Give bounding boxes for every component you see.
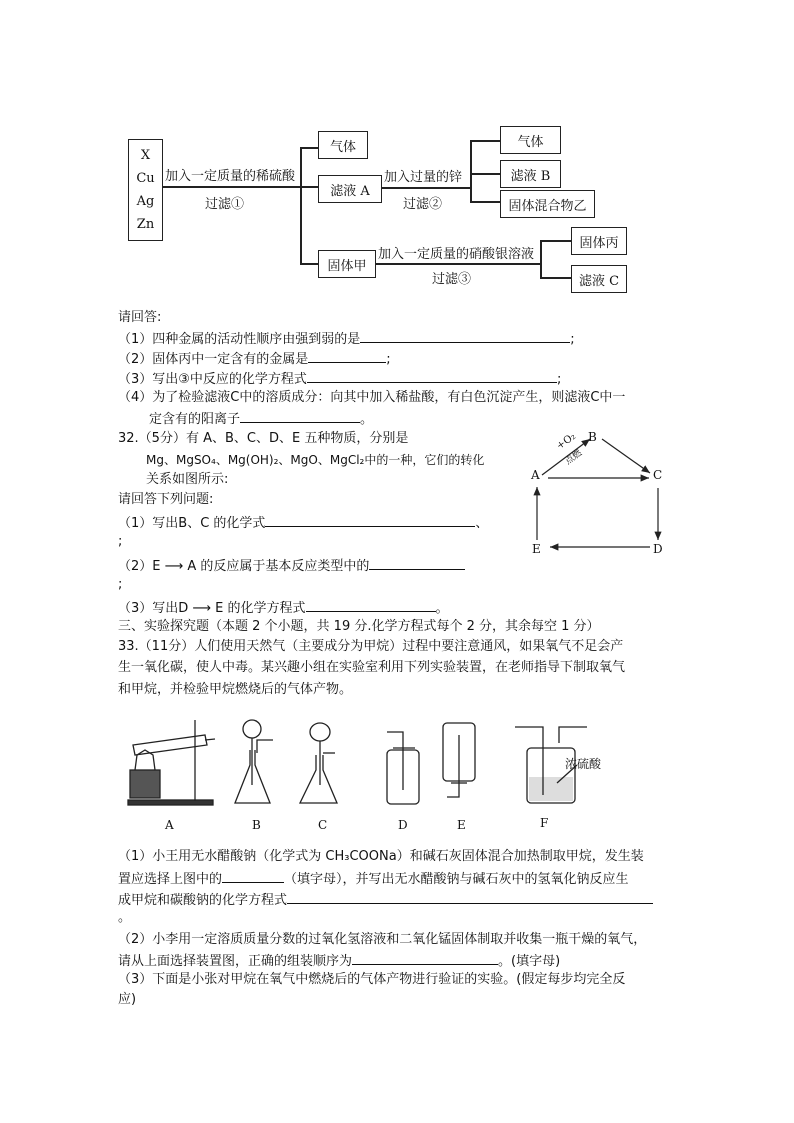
label-f: F — [540, 816, 549, 830]
node-d: D — [653, 542, 663, 556]
answer-blank[interactable] — [240, 409, 360, 423]
q32-substances: Mg、MgSO₄、Mg(OH)₂、MgO、MgCl₂中的一种，它们的转化 — [146, 453, 485, 467]
filtrate-b-box: 滤液 B — [500, 160, 561, 188]
solid-yi-box: 固体混合物乙 — [500, 190, 595, 218]
q33-line1: 33.（11分）人们使用天然气（主要成分为甲烷）过程中要注意通风，如果氧气不足会产 — [118, 639, 624, 654]
node-b: B — [588, 430, 597, 444]
step2-filter: 过滤② — [403, 197, 443, 212]
apparatus-e-inverted-bottle — [443, 723, 475, 797]
q31-part4b: 定含有的阳离子 。 — [149, 409, 373, 429]
acid-label: 浓硫酸 — [565, 757, 602, 771]
node-e: E — [532, 542, 541, 556]
label-a: A — [165, 818, 174, 832]
connector — [162, 186, 318, 188]
metal: X — [140, 148, 151, 163]
q32-head: 32.（5分）有 A、B、C、D、E 五种物质，分别是 — [118, 431, 409, 446]
q32-part1: （1）写出B、C 的化学式 、 — [118, 513, 488, 533]
step3-label: 加入一定质量的硝酸银溶液 — [378, 247, 535, 262]
q31-part2: （2）固体丙中一定含有的金属是 ; — [118, 349, 391, 369]
answer-blank[interactable] — [307, 369, 557, 383]
answer-blank[interactable] — [352, 951, 498, 965]
node-a: A — [531, 468, 540, 482]
connector — [470, 140, 472, 202]
answer-blank[interactable] — [265, 513, 475, 527]
connector — [300, 147, 318, 149]
gas-box-1: 气体 — [318, 131, 368, 159]
label-b: B — [252, 818, 261, 832]
q31-part4a: （4）为了检验滤液C中的溶质成分：向其中加入稀盐酸，有白色沉淀产生，则滤液C中一 — [118, 390, 626, 405]
answer-blank[interactable] — [287, 890, 653, 904]
q33-part2a: （2）小李用一定溶质质量分数的过氧化氢溶液和二氧化锰固体制取并收集一瓶干燥的氧气， — [118, 932, 647, 947]
step2-label: 加入过量的锌 — [384, 170, 463, 185]
q32-semi: ; — [118, 577, 123, 592]
connector — [375, 263, 541, 265]
node-c: C — [653, 468, 663, 482]
apparatus-a-heating-setup — [128, 720, 215, 805]
section-3-title: 三、实验探究题（本题 2 个小题，共 19 分.化学方程式每个 2 分，其余每空 1 分） — [118, 619, 600, 634]
gas-box-2: 气体 — [500, 126, 561, 154]
connector — [540, 277, 571, 279]
answer-blank[interactable] — [306, 598, 436, 612]
metals-box — [128, 139, 163, 241]
solid-bing-box: 固体丙 — [571, 227, 627, 255]
connector — [470, 201, 500, 203]
filtrate-a-box: 滤液 A — [318, 175, 382, 203]
q33-line2: 生一氧化碳，使人中毒。某兴趣小组在实验室利用下列实验装置，在老师指导下制取氧气 — [118, 660, 626, 675]
condition-o2: +O₂ — [554, 430, 578, 453]
q33-part1b: 置应选择上图中的 （填字母），并写出无水醋酸钠与碱石灰中的氢氧化钠反应生 — [118, 869, 629, 889]
label-d: D — [398, 818, 408, 832]
connector — [470, 173, 500, 175]
q33-part3b: 应) — [118, 992, 137, 1007]
q33-line3: 和甲烷，并检验甲烷燃烧后的气体产物。 — [118, 682, 353, 697]
connector — [540, 240, 571, 242]
q31-part3: （3）写出③中反应的化学方程式 ; — [118, 369, 561, 389]
step1-filter: 过滤① — [205, 197, 245, 212]
apparatus-b-flask-funnel — [235, 720, 273, 803]
q33-part1a: （1）小王用无水醋酸钠（化学式为 CH₃COONa）和碱石灰固体混合加热制取甲烷，发生装 — [118, 849, 644, 864]
arrow-b-c — [602, 439, 650, 473]
step3-filter: 过滤③ — [432, 272, 472, 287]
q31-part1: （1）四种金属的活动性顺序由强到弱的是 ; — [118, 329, 575, 349]
condition-ignite: 点燃 — [563, 448, 585, 468]
label-c: C — [318, 818, 328, 832]
q32-part3: （3）写出D ⟶ E 的化学方程式 。 — [118, 598, 449, 618]
metal: Zn — [136, 217, 155, 232]
apparatus-c-flask-sep-funnel — [300, 723, 337, 803]
label-e: E — [457, 818, 466, 832]
metal: Cu — [136, 171, 155, 186]
answer-blank[interactable] — [222, 869, 284, 883]
q33-part2b: 请从上面选择装置图，正确的组装顺序为 。(填字母) — [118, 951, 560, 971]
q32-part2: （2）E ⟶ A 的反应属于基本反应类型中的 — [118, 556, 465, 576]
connector — [470, 140, 500, 142]
answer-blank[interactable] — [360, 329, 570, 343]
apparatus-figure — [125, 715, 605, 815]
q32-semi: ; — [118, 534, 123, 549]
q31-intro: 请回答: — [118, 310, 162, 325]
q33-part1-end: 。 — [118, 910, 132, 925]
q32-ask: 请回答下列问题: — [118, 492, 214, 507]
filtrate-c-box: 滤液 C — [571, 265, 627, 293]
solid-jia-box: 固体甲 — [318, 250, 376, 278]
apparatus-d-bottle — [387, 732, 419, 804]
connector — [540, 240, 542, 278]
step1-label: 加入一定质量的稀硫酸 — [165, 169, 296, 184]
connector — [300, 147, 302, 263]
metal: Ag — [136, 194, 155, 209]
connector — [300, 263, 318, 265]
answer-blank[interactable] — [308, 349, 386, 363]
answer-blank[interactable] — [369, 556, 465, 570]
q33-part3a: （3）下面是小张对甲烷在氧气中燃烧后的气体产物进行验证的实验。(假定每步均完全反 — [118, 972, 626, 987]
q33-part1c: 成甲烷和碳酸钠的化学方程式 — [118, 890, 653, 910]
connector — [381, 187, 471, 189]
q32-line3: 关系如图所示: — [146, 472, 229, 487]
